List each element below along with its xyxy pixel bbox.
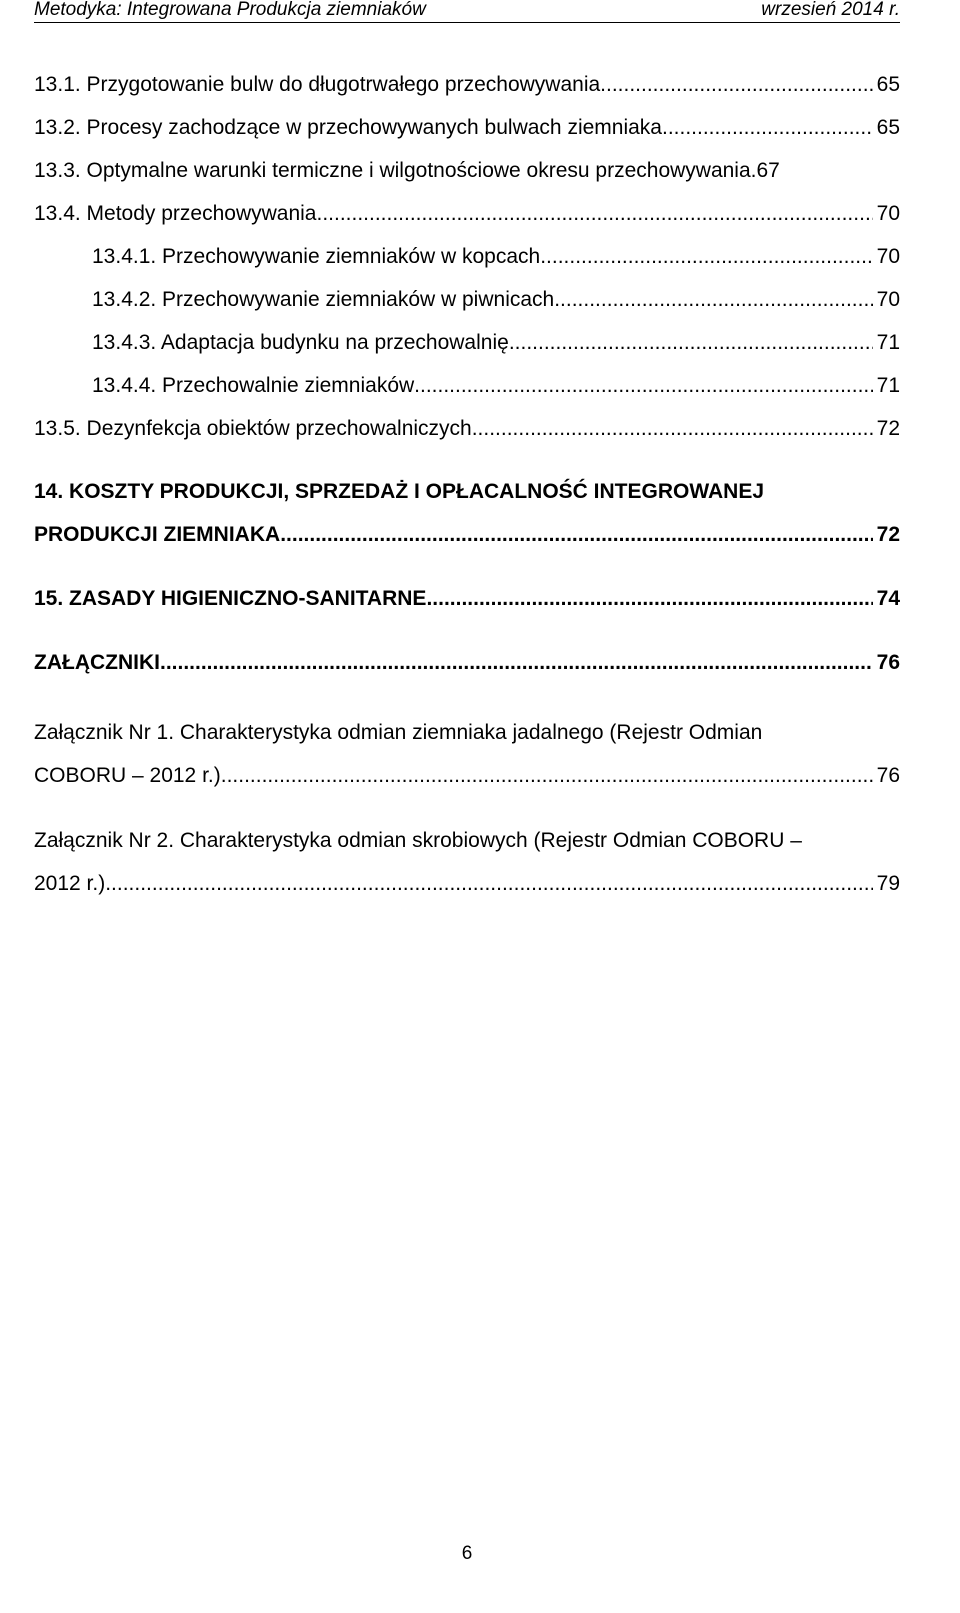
toc-entry-title: 13.4.3. Adaptacja budynku na przechowalnię: [92, 331, 509, 354]
toc-entry-title-line2: COBORU – 2012 r.): [34, 764, 221, 787]
toc-leader: [414, 371, 872, 401]
toc-leader: [280, 520, 872, 550]
toc-entry[interactable]: [34, 156, 900, 186]
toc-entry[interactable]: [92, 242, 900, 272]
toc-entry-page: 70: [876, 245, 900, 268]
toc-leader: [509, 328, 873, 358]
toc-leader: [317, 199, 873, 229]
toc-entry-title: 13.4.2. Przechowywanie ziemniaków w piwnicach: [92, 288, 555, 311]
toc-entry-page: 70: [876, 202, 900, 225]
toc-entry-page: 76: [876, 764, 900, 787]
toc-entry[interactable]: [34, 584, 900, 614]
toc-entry-title: 13.4.4. Przechowalnie ziemniaków: [92, 374, 415, 397]
toc-entry-page: 70: [876, 288, 900, 311]
toc-leader: [160, 648, 873, 678]
toc-entry[interactable]: [34, 761, 900, 791]
toc-entry-title-line1[interactable]: Załącznik Nr 1. Charakterystyka odmian ziemniaka jadalnego (Rejestr Odmian: [34, 721, 763, 744]
running-header: [34, 0, 900, 23]
toc-entry-page: 65: [876, 116, 900, 139]
toc-entry-page: 71: [876, 374, 900, 397]
toc-entry-page: 74: [876, 587, 900, 610]
toc-entry-page: 72: [876, 523, 900, 546]
toc-entry-page: 71: [876, 331, 900, 354]
toc-entry-title: 13.5. Dezynfekcja obiektów przechowalniczych: [34, 417, 472, 440]
toc-entry-title: 13.1. Przygotowanie bulw do długotrwałego przechowywania: [34, 73, 601, 96]
toc-entry[interactable]: [34, 113, 900, 143]
toc-leader: [600, 70, 872, 100]
toc-entry[interactable]: [34, 520, 900, 550]
toc-entry-title-line1[interactable]: 14. KOSZTY PRODUKCJI, SPRZEDAŻ I OPŁACALNOŚĆ INTEGROWANEJ: [34, 480, 765, 503]
toc-entry[interactable]: [92, 371, 900, 401]
toc-entry[interactable]: [34, 869, 900, 899]
toc-entry[interactable]: [34, 70, 900, 100]
toc-entry-title: 13.3. Optymalne warunki termiczne i wilgotnościowe okresu przechowywania.: [34, 159, 757, 182]
toc-entry-page: 67: [756, 159, 780, 182]
toc-leader: [221, 761, 873, 791]
toc-entry[interactable]: [92, 285, 900, 315]
header-date: wrzesień 2014 r.: [761, 0, 900, 20]
toc-leader: [426, 584, 872, 614]
toc-entry-title: 13.2. Procesy zachodzące w przechowywanych bulwach ziemniaka: [34, 116, 662, 139]
toc-entry[interactable]: [34, 199, 900, 229]
toc-entry-page: 65: [876, 73, 900, 96]
toc-leader: [554, 285, 872, 315]
toc-leader: [105, 869, 872, 899]
toc-entry-title-line2: 2012 r.): [34, 872, 106, 895]
toc-leader: [472, 414, 873, 444]
page-number: 6: [461, 1543, 473, 1564]
toc-entry[interactable]: [34, 648, 900, 678]
toc-entry[interactable]: [92, 328, 900, 358]
toc-entry-title-line1[interactable]: Załącznik Nr 2. Charakterystyka odmian skrobiowych (Rejestr Odmian COBORU –: [34, 829, 802, 852]
toc-entry-title: 13.4.1. Przechowywanie ziemniaków w kopcach: [92, 245, 541, 268]
toc-entry-title: 13.4. Metody przechowywania: [34, 202, 317, 225]
toc-entry-title: 15. ZASADY HIGIENICZNO-SANITARNE: [34, 587, 427, 610]
toc-entry-title-line2: PRODUKCJI ZIEMNIAKA: [34, 523, 281, 546]
toc-entry[interactable]: [34, 414, 900, 444]
toc-leader: [540, 242, 872, 272]
toc-entry-page: 79: [876, 872, 900, 895]
toc-entry-page: 72: [876, 417, 900, 440]
toc-entry-page: 76: [876, 651, 900, 674]
header-title: Metodyka: Integrowana Produkcja ziemniaków: [34, 0, 426, 20]
toc-leader: [662, 113, 873, 143]
toc-entry-title: ZAŁĄCZNIKI: [34, 651, 160, 674]
